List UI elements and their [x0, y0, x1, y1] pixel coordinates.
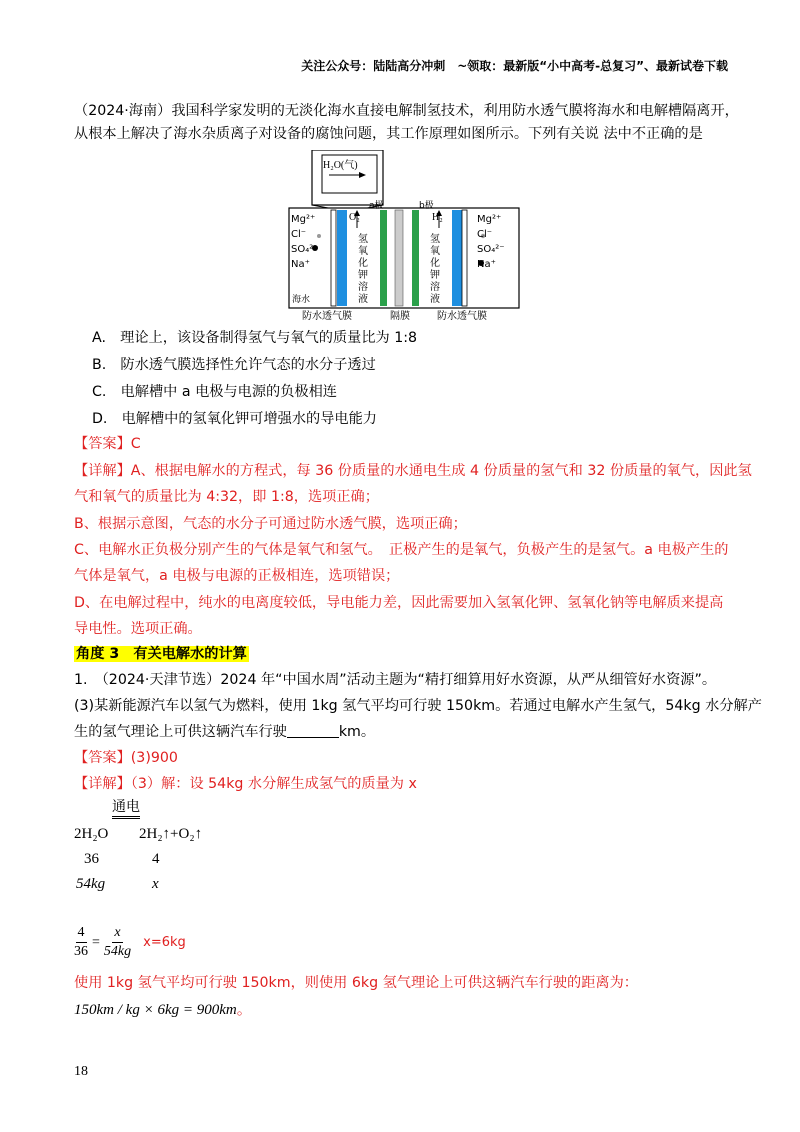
conclusion-line-2: 150km / kg × 6kg = 900km。 — [74, 1002, 252, 1018]
molar-mass-water: 36 — [84, 851, 99, 867]
detail-label: 【详解】 — [74, 463, 131, 479]
right-ion-list — [477, 212, 505, 272]
detail-1-line-3: B、根据示意图，气态的水分子可通过防水透气膜，选项正确； — [74, 516, 467, 532]
right-solution-label: 氢氧化钾溶液 — [430, 234, 440, 305]
option-d: D. 电解槽中的氢氧化钾可增强水的导电能力 — [92, 411, 377, 427]
question-2-line-1: 1. （2024·天津节选）2024 年“中国水周”活动主题为“精打细算用好水资源，从严从细管好水资源”。 — [74, 672, 717, 688]
fraction-left: $\frac{4}{36}$ — [74, 925, 88, 959]
proportion: $\frac{4}{36}$ = $\frac{x}{54kg}$ x=6kg — [74, 925, 186, 959]
water-mass: 54kg — [76, 876, 106, 892]
detail-1-line-5: 气体是氧气，a 电极与电源的正极相连，选项错误； — [74, 568, 400, 584]
detail-2: 【详解】（3）解：设 54kg 水分解生成氢气的质量为 x — [74, 776, 417, 792]
answer-2 — [74, 748, 178, 768]
page-number: 18 — [74, 1064, 88, 1079]
b-pole-label: b极 — [419, 201, 434, 211]
left-ion: Cl⁻ — [291, 229, 307, 240]
detail-1-line-2: 气和氧气的质量比为 4:32，即 1:8，选项正确； — [74, 489, 379, 505]
reaction-condition: 通电 — [112, 800, 140, 819]
detail-label: 【详解】 — [74, 776, 131, 792]
detail-1-line-6: D、在电解过程中，纯水的电离度较低，导电能力差，因此需要加入氢氧化钾、氢氧化钠等电解质来提高 — [74, 595, 724, 611]
option-c: C. 电解槽中 a 电极与电源的负极相连 — [92, 384, 337, 400]
question-2-line-2: (3)某新能源汽车以氢气为燃料，使用 1kg 氢气平均可行驶 150km。若通过电解水产生氢气，54kg 水分解产 — [74, 698, 762, 714]
answer-1 — [74, 434, 141, 454]
section-title: 角度 3 有关电解水的计算 — [76, 646, 247, 662]
conclusion-line-1: 使用 1kg 氢气平均可行驶 150km，则使用 6kg 氢气理论上可供这辆汽车行驶的距离为： — [74, 975, 638, 991]
separator-label: 隔膜 — [390, 311, 410, 322]
detail-1-line-4: C、电解水正负极分别产生的气体是氧气和氢气。 正极产生的是氧气，负极产生的是氢气。a 电极产生的 — [74, 542, 729, 558]
h2-label: H₂ — [432, 212, 443, 223]
diagram-inset-label: H₂O(气) — [323, 160, 358, 171]
molar-mass-hydrogen: 4 — [152, 851, 160, 867]
right-ion: Mg²⁺ — [477, 214, 502, 225]
section-heading — [74, 644, 249, 664]
right-membrane-label: 防水透气膜 — [437, 311, 487, 322]
right-ion: SO₄²⁻ — [477, 244, 505, 255]
option-b: B. 防水透气膜选择性允许气态的水分子透过 — [92, 357, 376, 373]
question-2-line-3: 生的氢气理论上可供这辆汽车行驶 km。 — [74, 724, 376, 740]
seawater-label: 海水 — [292, 295, 311, 305]
option-a: A. 理论上，该设备制得氢气与氧气的质量比为 1:8 — [92, 330, 418, 346]
answer-blank — [287, 723, 339, 738]
left-solution-label: 氢氧化钾溶液 — [358, 234, 368, 305]
fraction-right: $\frac{x}{54kg}$ — [103, 925, 132, 959]
left-membrane-label: 防水透气膜 — [302, 311, 352, 322]
detail-1-line-1: 【详解】A、根据电解水的方程式，每 36 份质量的水通电生成 4 份质量的氢气和 32 份质量的氧气，因此氢 — [74, 463, 752, 479]
electrolysis-diagram — [287, 150, 523, 320]
products: 2H₂↑+O₂↑ — [139, 826, 203, 842]
detail-1-line-7: 导电性。选项正确。 — [74, 621, 202, 637]
left-ion: Mg²⁺ — [291, 214, 316, 225]
question-line-2: 从根本上解决了海水杂质离子对设备的腐蚀问题，其工作原理如图所示。下列有关说 法中不正确的是 — [74, 126, 703, 142]
unknown-x: x — [152, 876, 159, 892]
answer-label: 【答案】 — [74, 750, 131, 766]
question-line-1: （2024·海南）我国科学家发明的无淡化海水直接电解制氢技术，利用防水透气膜将海水和电解槽隔离开， — [74, 103, 739, 119]
a-pole-label: a极 — [369, 201, 384, 211]
left-ion: Na⁺ — [291, 259, 310, 270]
answer-value: C — [130, 436, 141, 452]
right-ion: Cl⁻ — [477, 229, 493, 240]
left-ion-list — [291, 212, 319, 272]
left-ion: SO₄²⁻ — [291, 244, 319, 255]
answer-label: 【答案】 — [74, 436, 131, 452]
proportion-result: x=6kg — [143, 935, 186, 950]
page-header: 关注公众号：陆陆高分冲刺 ~领取：最新版“小中高考-总复习”、最新试卷下载 — [301, 59, 728, 73]
answer-value: (3)900 — [130, 750, 178, 766]
right-ion: Na⁺ — [477, 259, 496, 270]
reactant: 2H₂O — [74, 826, 109, 842]
o2-label: O₂ — [349, 212, 360, 223]
